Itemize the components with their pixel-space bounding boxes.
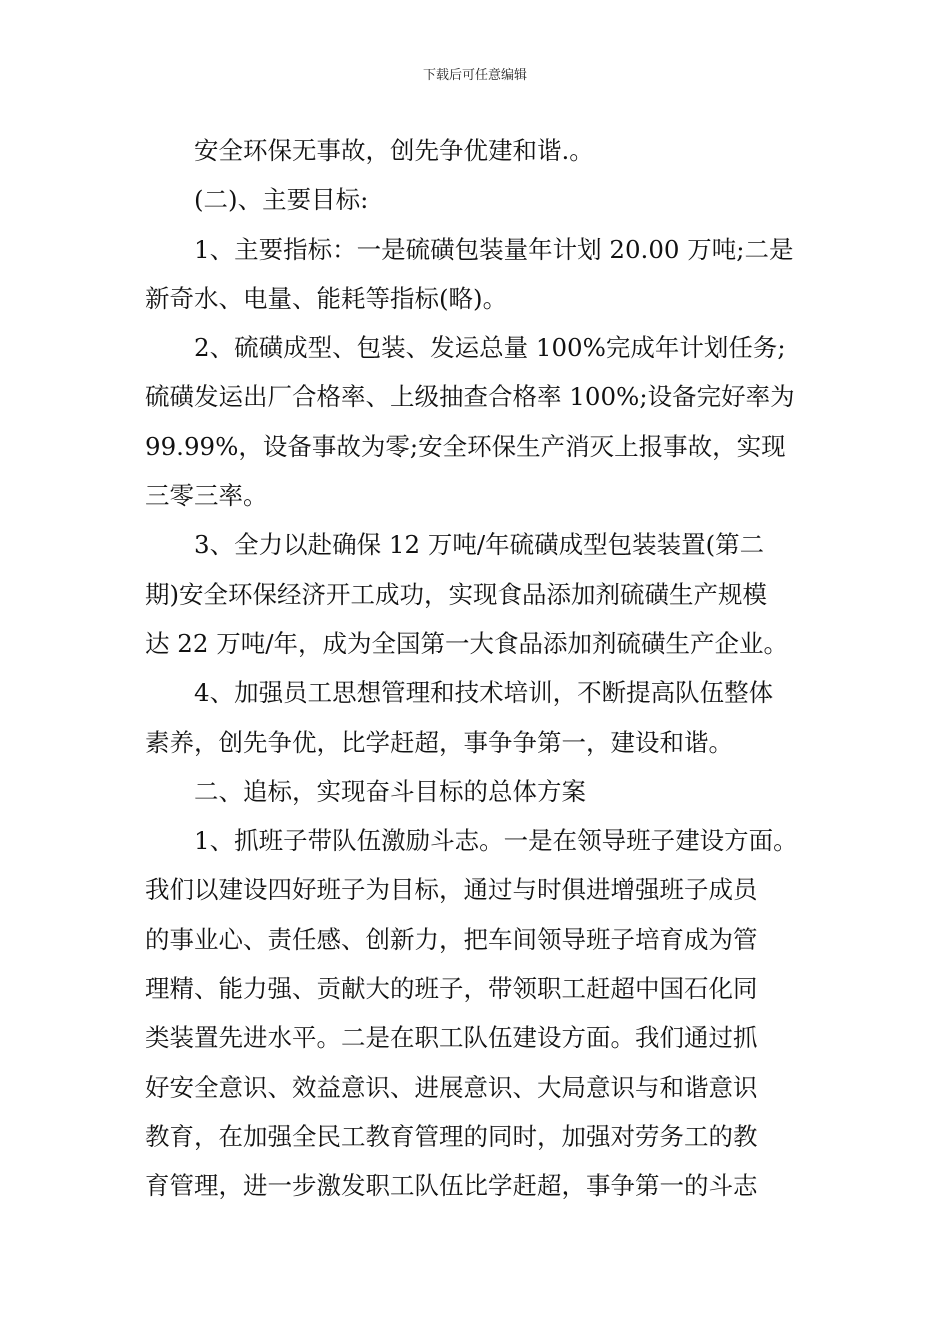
text-line: 3、全力以赴确保 12 万吨/年硫磺成型包装装置(第二 [194,530,765,560]
text-line: 1、主要指标：一是硫磺包装量年计划 20.00 万吨;二是 [194,234,794,264]
text-line: 我们以建设四好班子为目标，通过与时俱进增强班子成员 [145,875,758,905]
text-line: 教育，在加强全民工教育管理的同时，加强对劳务工的教 [145,1121,758,1151]
text-line: 好安全意识、效益意识、进展意识、大局意识与和谐意识 [145,1072,758,1102]
document-body [145,126,807,1211]
text-line: 99.99%，设备事故为零;安全环保生产消灭上报事故，实现 [145,431,786,461]
text-line: 理精、能力强、贡献大的班子，带领职工赶超中国石化同 [145,974,758,1004]
text-line: 期)安全环保经济开工成功，实现食品添加剂硫磺生产规模 [145,579,768,609]
text-line: 4、加强员工思想管理和技术培训，不断提高队伍整体 [194,678,774,708]
text-line: 安全环保无事故，创先争优建和谐.。 [194,136,594,165]
text-line: (二)、主要目标: [194,185,369,215]
text-line: 新奇水、电量、能耗等指标(略)。 [145,283,508,313]
text-line: 类装置先进水平。二是在职工队伍建设方面。我们通过抓 [145,1023,758,1053]
text-line: 素养，创先争优，比学赶超，事争争第一，建设和谐。 [145,727,733,757]
text-line: 达 22 万吨/年，成为全国第一大食品添加剂硫磺生产企业。 [145,628,789,658]
text-line: 的事业心、责任感、创新力，把车间领导班子培育成为管 [145,924,758,954]
text-line: 二、追标，实现奋斗目标的总体方案 [194,776,586,806]
text-line: 1、抓班子带队伍激励斗志。一是在领导班子建设方面。 [194,826,798,856]
text-line: 育管理，进一步激发职工队伍比学赶超，事争第一的斗志 [145,1171,758,1201]
text-line: 硫磺发运出厂合格率、上级抽查合格率 100%;设备完好率为 [145,382,795,412]
page-header: 下载后可任意编辑 [422,68,527,83]
text-line: 三零三率。 [145,481,268,511]
text-line: 2、硫磺成型、包装、发运总量 100%完成年计划任务; [194,333,786,363]
